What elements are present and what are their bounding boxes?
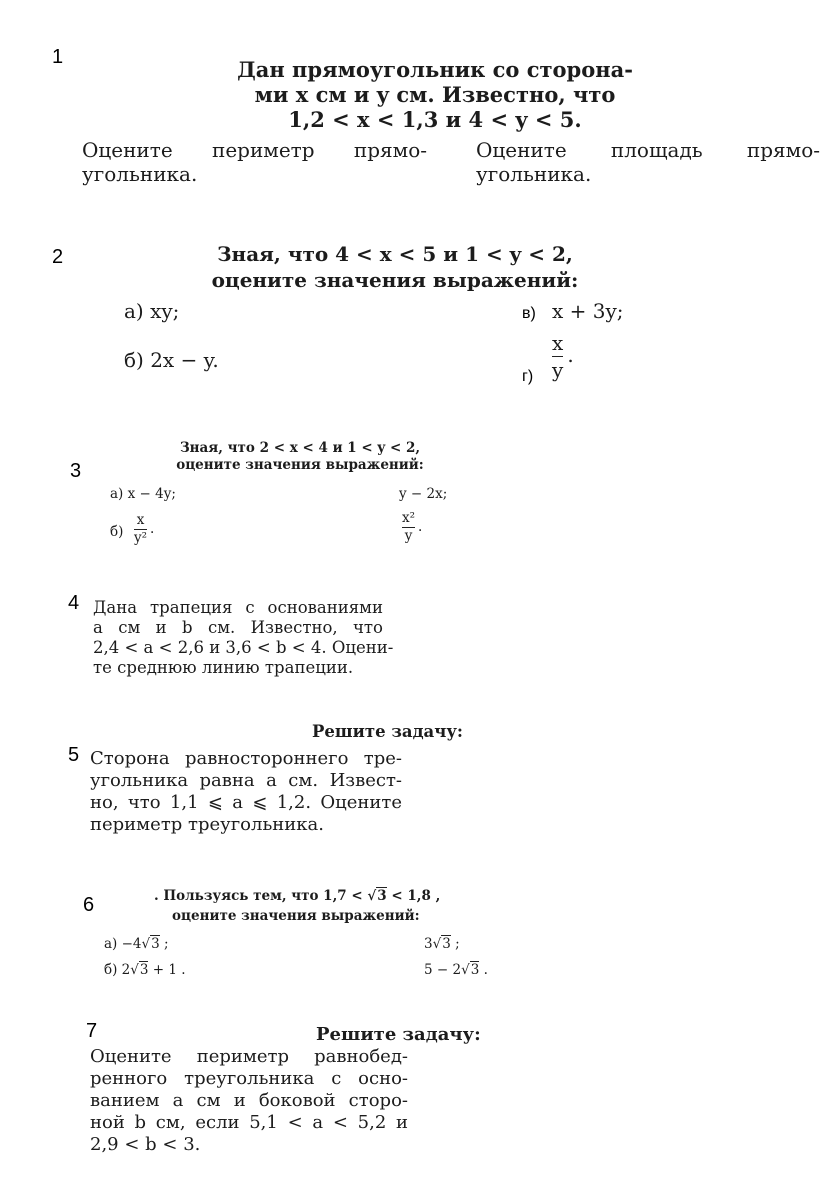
problem-5-line2: угольника равна a см. Извест- [90, 770, 402, 791]
problem-6-item-d-radicand: 3 [470, 962, 480, 978]
problem-6-item-d-post: . [483, 962, 488, 978]
problem-5-line3: но, что 1,1 ⩽ a ⩽ 1,2. Оцените [90, 792, 402, 813]
problem-1-left-line2: угольника. [82, 162, 198, 186]
problem-3-item-d [402, 510, 422, 545]
problem-6-item-a-radicand: 3 [151, 936, 160, 952]
problem-3-heading [145, 440, 455, 474]
problem-6-item-c [424, 936, 460, 953]
problem-1-right-line2: угольника. [476, 162, 592, 186]
problem-4-line3: 2,4 < a < 2,6 и 3,6 < b < 4. Оцени- [93, 638, 394, 657]
problem-6-heading-post: < 1,8 , [391, 888, 441, 904]
problem-number-7: 7 [86, 1020, 98, 1042]
problem-2-fraction [552, 330, 563, 383]
problem-2-item-v-label: в) [522, 305, 536, 322]
problem-7-line5: 2,9 < b < 3. [90, 1134, 201, 1155]
problem-4-line4: те среднюю линию трапеции. [93, 658, 354, 677]
problem-3-item-a: а) x − 4y; [110, 486, 176, 502]
problem-6-item-d [424, 962, 488, 979]
problem-2-heading-line1: Зная, что 4 < x < 5 и 1 < y < 2, [217, 242, 573, 266]
problem-3-fraction-d-numerator: x² [402, 510, 416, 526]
problem-number-5: 5 [68, 744, 80, 766]
problem-6-item-a-post: ; [164, 936, 169, 952]
problem-number-6: 6 [83, 894, 95, 916]
problem-number-3: 3 [70, 460, 82, 482]
problem-5-line4: периметр треугольника. [90, 814, 324, 835]
problem-1-heading-line3: 1,2 < x < 1,3 и 4 < y < 5. [288, 107, 582, 132]
problem-number-4: 4 [68, 592, 80, 614]
sqrt-symbol: √ [141, 936, 151, 952]
problem-6-heading-line2: оцените значения выражений: [172, 908, 420, 924]
problem-3-heading-line2: оцените значения выражений: [176, 457, 424, 473]
sqrt-symbol: √ [130, 962, 139, 978]
problem-3-fraction-b [134, 512, 147, 547]
problem-3-item-b [134, 512, 154, 547]
problem-1-heading-line1: Дан прямоугольник со сторона- [237, 57, 633, 82]
problem-1-right-task [476, 138, 820, 186]
problem-4-line2: a см и b см. Известно, что [93, 618, 383, 637]
problem-6-item-b-pre: б) 2 [104, 962, 131, 978]
problem-7-line4: ной b см, если 5,1 < a < 5,2 и [90, 1112, 408, 1133]
sqrt-symbol: √ [367, 888, 377, 904]
problem-4-line1: Дана трапеция с основаниями [93, 598, 383, 617]
problem-6-item-c-radicand: 3 [442, 936, 451, 952]
problem-3-fraction-d-denominator: y [404, 528, 413, 544]
problem-1-left-line1: Оцените периметр прямо- [82, 138, 427, 162]
problem-1-right-line1: Оцените площадь прямо- [476, 138, 820, 162]
problem-7-text [90, 1046, 408, 1156]
problem-3-item-d-end: . [418, 519, 423, 535]
problem-3-fraction-b-denominator: y² [134, 530, 148, 546]
problem-1-heading [215, 57, 655, 132]
sqrt-symbol: √ [432, 936, 442, 952]
problem-1-heading-line2: ми x см и y см. Известно, что [254, 82, 616, 107]
problem-3-item-b-end: . [150, 521, 155, 537]
problem-3-item-c: y − 2x; [399, 486, 448, 502]
problem-2-item-g-label: г) [522, 368, 534, 385]
problem-1-left-task [82, 138, 427, 186]
problem-6-item-d-pre: 5 − 2 [424, 962, 462, 978]
problem-6-item-c-pre: 3 [424, 936, 433, 952]
problem-2-item-v: x + 3y; [552, 299, 624, 323]
problem-2-fraction-denominator: y [552, 358, 564, 382]
problem-2-fraction-numerator: x [552, 331, 564, 355]
problem-5-title: Решите задачу: [312, 722, 463, 741]
problem-2-heading [180, 241, 610, 293]
problem-4-text [93, 598, 394, 678]
problem-6-item-b [104, 962, 186, 979]
problem-3-heading-line1: Зная, что 2 < x < 4 и 1 < y < 2, [179, 440, 421, 456]
problem-2-item-g [552, 330, 574, 383]
problem-3-fraction-d [402, 510, 415, 545]
problem-2-item-g-end: . [567, 343, 574, 367]
problem-number-1: 1 [52, 46, 64, 68]
problem-6-item-a [104, 936, 169, 953]
problem-2-heading-line2: оцените значения выражений: [211, 268, 579, 292]
problem-6-heading-radicand: 3 [377, 888, 387, 904]
problem-2-item-a: а) xy; [124, 299, 180, 323]
problem-7-title: Решите задачу: [316, 1024, 481, 1045]
problem-5-text [90, 748, 402, 836]
sqrt-symbol: √ [461, 962, 470, 978]
problem-5-line1: Сторона равностороннего тре- [90, 748, 402, 769]
problem-7-line1: Оцените периметр равнобед- [90, 1046, 408, 1067]
problem-3-fraction-b-numerator: x [136, 512, 145, 528]
problem-6-item-b-post: + 1 . [152, 962, 186, 978]
problem-6-heading-pre: . Пользуясь тем, что 1,7 < [154, 888, 363, 904]
problem-7-line3: ванием a см и боковой сторо- [90, 1090, 408, 1111]
problem-2-item-b: б) 2x − y. [124, 348, 219, 372]
problem-6-item-b-radicand: 3 [139, 962, 149, 978]
problem-6-item-a-pre: а) −4 [104, 936, 142, 952]
problem-6-item-c-post: ; [455, 936, 460, 952]
problem-3-item-b-label: б) [110, 524, 124, 540]
problem-7-line2: ренного треугольника с осно- [90, 1068, 408, 1089]
problem-6-heading-line1 [154, 888, 440, 905]
problem-number-2: 2 [52, 246, 64, 268]
